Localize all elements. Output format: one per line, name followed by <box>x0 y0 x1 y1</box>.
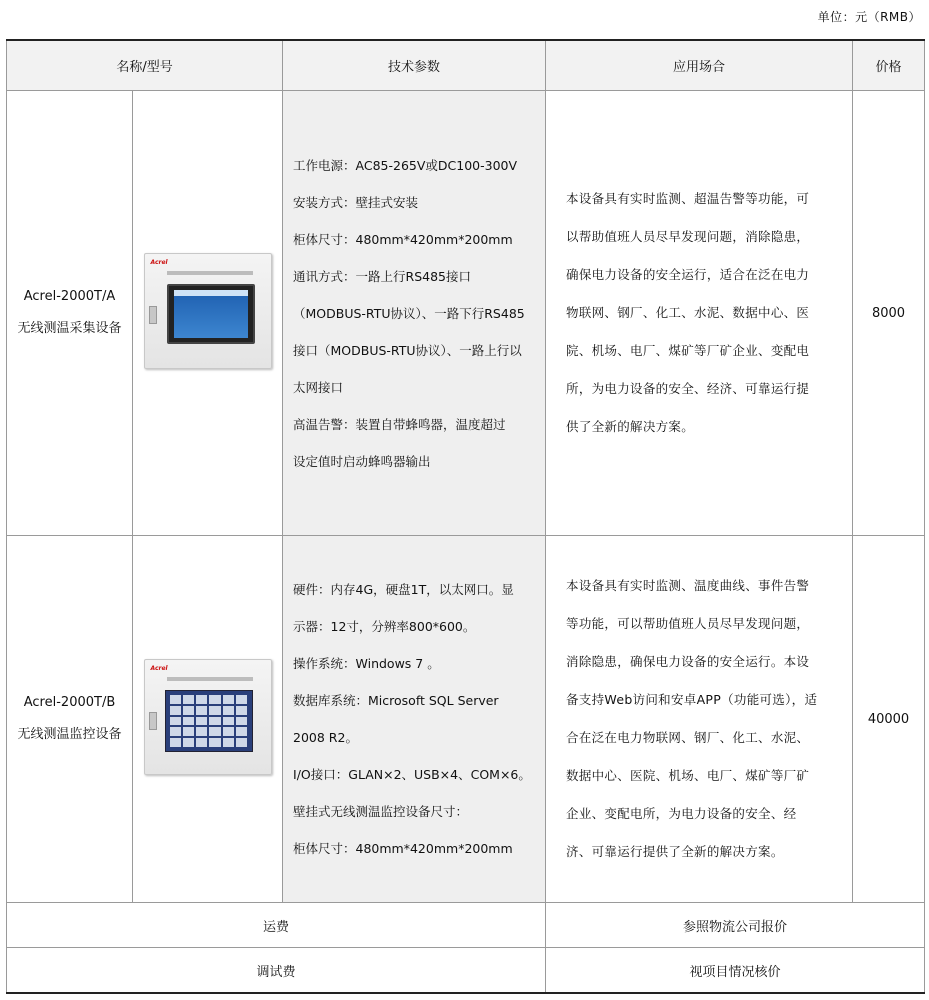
application-cell <box>546 536 853 903</box>
spec-line: 数据库系统：Microsoft SQL Server <box>293 693 499 708</box>
application-line: 以帮助值班人员尽早发现问题，消除隐患， <box>566 229 810 244</box>
spec-line: 壁挂式无线测温监控设备尺寸： <box>293 804 469 819</box>
product-image-cell <box>133 91 283 536</box>
price-table <box>6 39 925 994</box>
application-line: 济、可靠运行提供了全新的解决方案。 <box>566 844 784 859</box>
tech-params-cell <box>283 536 546 903</box>
spec-line: 设定值时启动蜂鸣器输出 <box>293 453 431 469</box>
product-name: 无线测温监控设备 <box>17 727 122 742</box>
product-model: Acrel-2000T/A <box>23 289 116 304</box>
product-name-cell <box>7 536 133 903</box>
product-row <box>7 91 925 536</box>
fee-label: 调试费 <box>7 948 546 994</box>
application-line: 院、机场、电厂、煤矿等厂矿企业、变配电 <box>566 343 810 358</box>
wall-mounted-monitor-icon <box>144 659 272 775</box>
handle-icon <box>149 306 157 324</box>
unit-label: 单位：元（RMB） <box>817 10 921 24</box>
price-cell: 40000 <box>853 536 925 903</box>
header-name-model: 名称/型号 <box>7 40 283 91</box>
fee-label: 运费 <box>7 903 546 948</box>
application-line: 供了全新的解决方案。 <box>566 419 695 434</box>
application-cell <box>546 91 853 536</box>
application-line: 本设备具有实时监测、超温告警等功能，可 <box>566 191 810 206</box>
spec-line: 2008 R2。 <box>293 730 358 745</box>
acrel-logo: Acrel <box>150 665 168 672</box>
application-line: 消除隐患，确保电力设备的安全运行。本设 <box>566 654 810 669</box>
spec-line: 高温告警：装置自带蜂鸣器，温度超过 <box>293 416 506 432</box>
application-line: 数据中心、医院、机场、电厂、煤矿等厂矿 <box>566 768 810 783</box>
spec-line: （MODBUS-RTU协议）、一路下行RS485 <box>293 305 525 321</box>
application-line: 所，为电力设备的安全、经济、可靠运行提 <box>566 381 810 396</box>
spec-line: 操作系统：Windows 7 。 <box>293 656 440 671</box>
spec-line: 柜体尺寸：480mm*420mm*200mm <box>293 231 513 247</box>
fee-row-commissioning <box>7 948 925 994</box>
spec-line: 通讯方式：一路上行RS485接口 <box>293 268 471 284</box>
product-model: Acrel-2000T/B <box>23 695 116 710</box>
application-line: 备支持Web访问和安卓APP（功能可选），适 <box>566 692 818 707</box>
handle-icon <box>149 712 157 730</box>
spec-line: 示器：12寸，分辨率800*600。 <box>293 619 476 634</box>
fee-value: 参照物流公司报价 <box>546 903 925 948</box>
product-row <box>7 536 925 903</box>
spec-line: 接口（MODBUS-RTU协议）、一路上行以 <box>293 342 522 358</box>
application-line: 本设备具有实时监测、温度曲线、事件告警 <box>566 578 810 593</box>
spec-line: 工作电源：AC85-265V或DC100-300V <box>293 157 518 173</box>
product-name-cell <box>7 91 133 536</box>
spec-line: 太网接口 <box>293 379 344 395</box>
fee-row-shipping <box>7 903 925 948</box>
spec-line: 安装方式：壁挂式安装 <box>293 194 419 210</box>
acrel-logo: Acrel <box>150 259 168 266</box>
header-price: 价格 <box>853 40 925 91</box>
screen-icon <box>167 284 255 344</box>
product-name: 无线测温采集设备 <box>17 321 122 336</box>
application-line: 物联网、钢厂、化工、水泥、数据中心、医 <box>566 305 810 320</box>
tech-params-cell <box>283 91 546 536</box>
application-line: 等功能，可以帮助值班人员尽早发现问题， <box>566 616 810 631</box>
spec-line: 硬件：内存4G，硬盘1T，以太网口。显 <box>293 582 514 597</box>
header-application: 应用场合 <box>546 40 853 91</box>
spec-line: 柜体尺寸：480mm*420mm*200mm <box>293 841 513 856</box>
fee-value: 视项目情况核价 <box>546 948 925 994</box>
product-image-cell <box>133 536 283 903</box>
price-cell: 8000 <box>853 91 925 536</box>
application-line: 确保电力设备的安全运行，适合在泛在电力 <box>566 267 810 282</box>
application-line: 合在泛在电力物联网、钢厂、化工、水泥、 <box>566 730 810 745</box>
panel-grid-icon <box>165 690 253 752</box>
application-line: 企业、变配电所，为电力设备的安全、经 <box>566 806 797 821</box>
header-row <box>7 40 925 91</box>
header-tech-params: 技术参数 <box>283 40 546 91</box>
wall-mounted-collector-icon <box>144 253 272 369</box>
spec-line: I/O接口：GLAN×2、USB×4、COM×6。 <box>293 767 531 782</box>
